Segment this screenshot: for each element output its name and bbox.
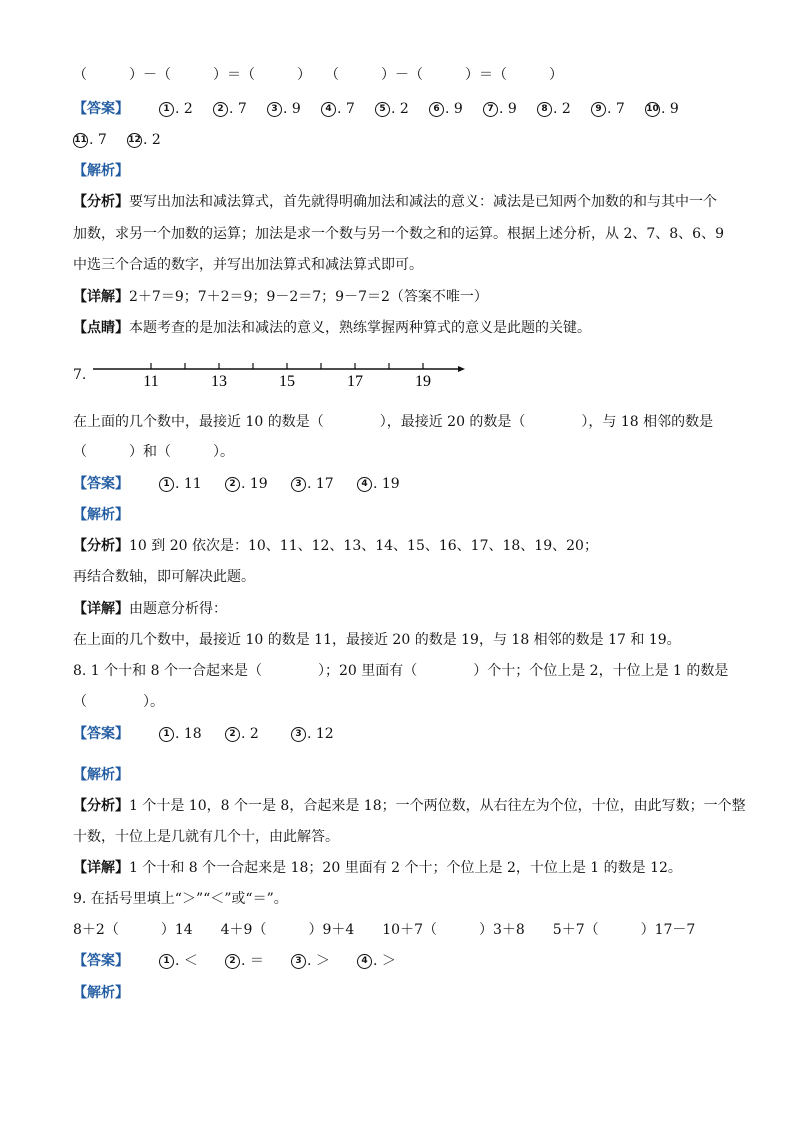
answer-item <box>213 100 267 118</box>
q6-answers-2 <box>73 131 181 149</box>
q6-answer-row-1 <box>73 100 699 118</box>
number-line-label: 13 <box>211 373 227 390</box>
answer-item <box>159 725 225 743</box>
q8-text-1: 8. 1 个十和 8 个一合起来是（ ）；20 里面有（ ）个十；个位上是 2，十位上是 1 的数是 <box>73 663 729 679</box>
answer-item <box>225 475 291 493</box>
answer-value: . 2 <box>143 132 161 148</box>
number-line-arrow <box>458 366 465 372</box>
q6-fenxi-3: 中选三个合适的数字，并写出加法算式和减法算式即可。 <box>73 257 423 273</box>
q8-answers <box>159 725 357 743</box>
q6-answer-row-2 <box>73 131 181 149</box>
answer-number-icon: 4 <box>357 477 372 492</box>
answer-value: . 9 <box>661 101 679 117</box>
answer-item <box>429 100 483 118</box>
q6-answers-1 <box>159 100 699 118</box>
q8-xiangjie <box>73 859 682 877</box>
q8-text-2: （ ）。 <box>73 694 164 710</box>
answer-item <box>159 952 225 970</box>
answer-item <box>127 131 181 149</box>
answer-number-icon: 10 <box>645 102 660 117</box>
answer-number-icon: 2 <box>225 727 240 742</box>
answer-number-icon: 11 <box>73 133 88 148</box>
answer-value: . 12 <box>307 726 334 742</box>
answer-value: . 9 <box>499 101 517 117</box>
q7-fenxi-1 <box>73 537 598 555</box>
q7-jiexi: 【解析】 <box>73 507 129 523</box>
q6-blank-row: （ ）－（ ）＝（ ） （ ）－（ ）＝（ ） <box>73 67 563 83</box>
fenxi-text: 1 个十是 10，8 个一是 8，合起来是 18；一个两位数，从右往左为个位，十位，由此写数；一个整 <box>129 798 746 814</box>
answer-label: 【答案】 <box>73 476 129 492</box>
answer-number-icon: 6 <box>429 102 444 117</box>
answer-value: . 7 <box>607 101 625 117</box>
fenxi-label: 【分析】 <box>73 798 129 814</box>
answer-value: . 9 <box>445 101 463 117</box>
answer-value: . 18 <box>175 726 202 742</box>
answer-number-icon: 9 <box>591 102 606 117</box>
answer-item <box>225 952 291 970</box>
answer-number-icon: 2 <box>225 477 240 492</box>
answer-label: 【答案】 <box>73 101 129 117</box>
q7-answers <box>159 475 423 493</box>
answer-number-icon: 3 <box>267 102 282 117</box>
answer-number-icon: 2 <box>213 102 228 117</box>
answer-value: . 19 <box>373 476 400 492</box>
answer-item <box>159 475 225 493</box>
answer-item <box>73 131 127 149</box>
answer-number-icon: 1 <box>159 954 174 969</box>
fenxi-label: 【分析】 <box>73 538 129 554</box>
q7-xiangjie <box>73 600 227 618</box>
answer-number-icon: 3 <box>291 954 306 969</box>
answer-item <box>291 952 357 970</box>
answer-label: 【答案】 <box>73 953 129 969</box>
answer-value: . 19 <box>241 476 268 492</box>
q7-text-2: （ ）和（ ）。 <box>73 444 234 460</box>
q8-fenxi-2: 十数，十位上是几就有几个十，由此解答。 <box>73 829 339 845</box>
xiangjie-label: 【详解】 <box>73 289 129 305</box>
q7-fenxi-2: 再结合数轴，即可解决此题。 <box>73 569 255 585</box>
q8-answer-row <box>73 725 357 743</box>
number-line-label: 19 <box>415 373 431 390</box>
q7-text-1: 在上面的几个数中，最接近 10 的数是（ ），最接近 20 的数是（ ），与 18 相邻的数是 <box>73 414 714 430</box>
answer-number-icon: 3 <box>291 727 306 742</box>
q9-jiexi: 【解析】 <box>73 985 129 1001</box>
answer-value: . ＞ <box>373 953 396 969</box>
q8-fenxi-1 <box>73 797 746 815</box>
answer-item <box>321 100 375 118</box>
answer-value: . ＞ <box>307 953 330 969</box>
answer-value: . 2 <box>553 101 571 117</box>
answer-item <box>357 952 423 970</box>
q9-text-2: 8＋2（ ）14 4＋9（ ）9＋4 10＋7（ ）3＋8 5＋7（ ）17－7 <box>73 922 696 938</box>
number-line <box>73 360 473 390</box>
xiangjie-label: 【详解】 <box>73 601 129 617</box>
q6-fenxi-1 <box>73 193 717 211</box>
answer-number-icon: 1 <box>159 477 174 492</box>
answer-number-icon: 5 <box>375 102 390 117</box>
answer-item <box>375 100 429 118</box>
answer-item <box>357 475 423 493</box>
answer-number-icon: 1 <box>159 727 174 742</box>
answer-label: 【答案】 <box>73 726 129 742</box>
answer-item <box>291 725 357 743</box>
q6-fenxi-2: 加数，求另一个加数的运算；加法是求一个数与另一个数之和的运算。根据上述分析，从 2、7、8、6、9 <box>73 226 724 242</box>
answer-value: . 9 <box>283 101 301 117</box>
q9-text-1: 9. 在括号里填上“＞”“＜”或“＝”。 <box>73 891 288 907</box>
xiangjie-text: 1 个十和 8 个一合起来是 18；20 里面有 2 个十；个位上是 2，十位上是 1 的数是 12。 <box>129 860 682 876</box>
answer-number-icon: 2 <box>225 954 240 969</box>
number-line-label: 15 <box>279 373 295 390</box>
fenxi-text: 要写出加法和减法算式，首先就得明确加法和减法的意义：减法是已知两个加数的和与其中一个 <box>129 194 717 210</box>
answer-item <box>645 100 699 118</box>
q6-xiangjie <box>73 288 488 306</box>
xiangjie-label: 【详解】 <box>73 860 129 876</box>
answer-item <box>537 100 591 118</box>
answer-number-icon: 8 <box>537 102 552 117</box>
answer-item <box>591 100 645 118</box>
answer-value: . ＜ <box>175 953 198 969</box>
answer-number-icon: 4 <box>321 102 336 117</box>
q7-xiangjie-2: 在上面的几个数中，最接近 10 的数是 11，最接近 20 的数是 19，与 18 相邻的数是 17 和 19。 <box>73 632 681 648</box>
q6-dianjing <box>73 319 591 337</box>
answer-item <box>483 100 537 118</box>
answer-item <box>267 100 321 118</box>
answer-number-icon: 7 <box>483 102 498 117</box>
xiangjie-text: 2＋7＝9；7＋2＝9；9－2＝7；9－7＝2（答案不唯一） <box>129 289 488 305</box>
number-line-label: 11 <box>143 373 159 390</box>
answer-number-icon: 3 <box>291 477 306 492</box>
dianjing-text: 本题考查的是加法和减法的意义，熟练掌握两种算式的意义是此题的关键。 <box>129 320 591 336</box>
q6-jiexi: 【解析】 <box>73 163 129 179</box>
q9-answer-row <box>73 952 423 970</box>
answer-item <box>225 725 291 743</box>
answer-value: . 2 <box>241 726 259 742</box>
fenxi-text: 10 到 20 依次是：10、11、12、13、14、15、16、17、18、19、20； <box>129 538 598 554</box>
answer-number-icon: 12 <box>127 133 142 148</box>
q7-answer-row <box>73 475 423 493</box>
q7-number: 7. <box>73 367 87 383</box>
answer-value: . ＝ <box>241 953 264 969</box>
answer-item <box>159 100 213 118</box>
number-line-label: 17 <box>347 373 363 390</box>
xiangjie-text: 由题意分析得： <box>129 601 227 617</box>
answer-value: . 7 <box>229 101 247 117</box>
answer-value: . 17 <box>307 476 334 492</box>
dianjing-label: 【点睛】 <box>73 320 129 336</box>
answer-value: . 2 <box>391 101 409 117</box>
fenxi-label: 【分析】 <box>73 194 129 210</box>
answer-item <box>291 475 357 493</box>
q8-jiexi: 【解析】 <box>73 767 129 783</box>
answer-number-icon: 4 <box>357 954 372 969</box>
answer-value: . 7 <box>89 132 107 148</box>
answer-number-icon: 1 <box>159 102 174 117</box>
answer-value: . 7 <box>337 101 355 117</box>
q9-answers <box>159 952 423 970</box>
answer-value: . 2 <box>175 101 193 117</box>
answer-value: . 11 <box>175 476 202 492</box>
